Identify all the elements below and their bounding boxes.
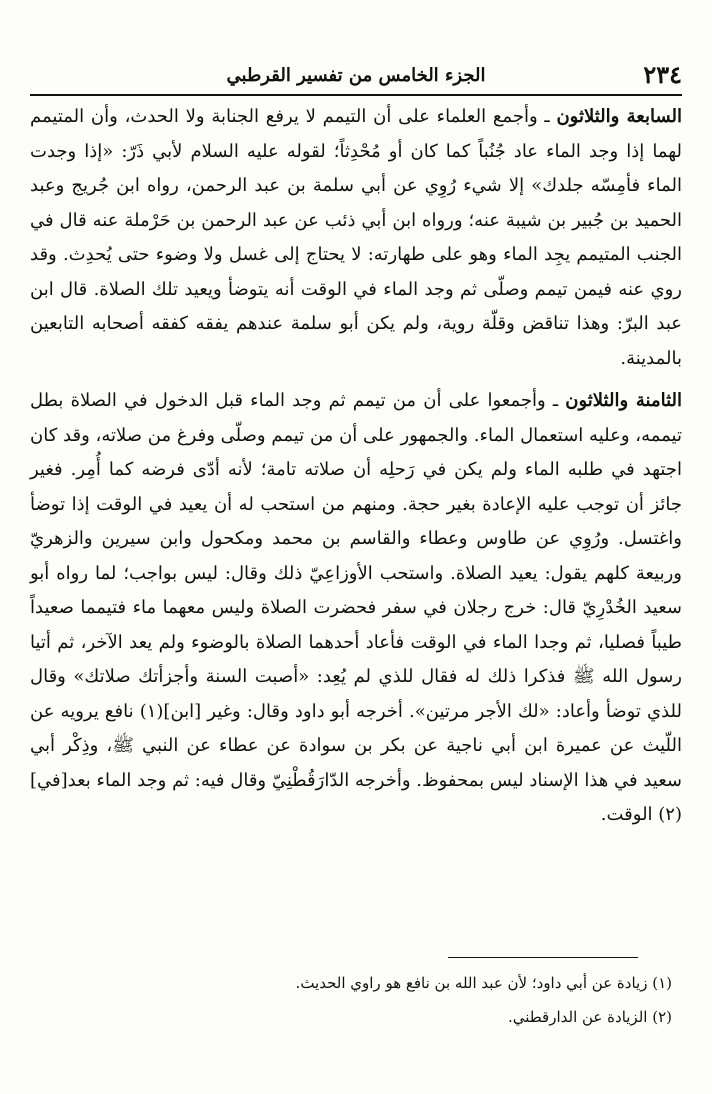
footnote-divider (448, 957, 638, 958)
footnotes (40, 966, 672, 1034)
paragraph-text: ـ وأجمعوا على أن من تيمم ثم وجد الماء قبل الدخول في الصلاة بطل تيممه، وعليه استعمال الماء. والجمهور على أن من تيمم وصلّى وفرغ من صلاته، وقد كان اجتهد في طلبه الماء ولم يكن في رَحلِه أن صلاته تامة؛ لأنه أدّى فرضه كما أُمِر. فغير جائز أن توجب عليه الإعادة بغير حجة. ومنهم من استحب له أن يعيد في الوقت إذا توضأ واغتسل. ورُوِي عن طاوس وعطاء والقاسم بن محمد ومكحول وابن سيرين والزهريّ وربيعة كلهم يقول: يعيد الصلاة. واستحب الأوزاعِيّ ذلك وقال: ليس بواجب؛ لما رواه أبو سعيد الخُدْرِيّ قال: خرج رجلان في سفر فحضرت الصلاة وليس معهما ماء فتيمما صعيداً طيباً فصليا، ثم وجدا الماء في الوقت فأعاد أحدهما الصلاة بالوضوء ولم يعد الآخر، ثم أتيا رسول الله ﷺ فذكرا ذلك له فقال للذي لم يُعِد: «أصبت السنة وأجزأتك صلاتك» وقال للذي توضأ وأعاد: «لك الأجر مرتين». أخرجه أبو داود وقال: وغير [ابن](١) نافع يرويه عن اللّيث عن عميرة ابن أبي ناجية عن بكر بن سوادة عن عطاء عن النبي ﷺ، وذِكْر أبي سعيد في هذا الإسناد ليس بمحفوظ. وأخرجه الدّارَقُطْنِيّ وقال فيه: ثم وجد الماء بعد[في](٢) الوقت. (30, 390, 683, 825)
page-number: ٢٣٤ (643, 60, 682, 89)
page-header (30, 60, 682, 96)
running-title: الجزء الخامس من تفسير القرطبي (226, 65, 486, 86)
issue-heading: السابعة والثلاثون (556, 106, 683, 127)
issue-heading: الثامنة والثلاثون (565, 390, 682, 411)
footnote-1: (١) زيادة عن أبي داود؛ لأن عبد الله بن نافع هو راوي الحديث. (295, 974, 672, 992)
paragraph-issue-38 (30, 384, 682, 833)
paragraph-text: ـ وأجمع العلماء على أن التيمم لا يرفع الجنابة ولا الحدث، وأن المتيمم لهما إذا وجد الماء عاد جُنُباً كما كان أو مُحْدِثاً؛ لقوله عليه السلام لأبي ذَرّ: «إذا وجدت الماء فأمِسّه جلدك» إلا شيء رُوِي عن أبي سلمة بن عبد الرحمن، رواه ابن جُريج وعبد الحميد بن جُبير بن شيبة عنه؛ ورواه ابن أبي ذئب عن عبد الرحمن بن حَرْملة عنه قال في الجنب المتيمم يجِد الماء وهو على طهارته: لا يحتاج إلى غسل ولا وضوء حتى يُحدِث. وقد روي عنه فيمن تيمم وصلّى ثم وجد الماء في الوقت أنه يتوضأ ويعيد تلك الصلاة. قال ابن عبد البرّ: وهذا تناقض وقلّة روية، ولم يكن أبو سلمة عندهم يفقه كفقه أصحابه التابعين بالمدينة. (30, 106, 682, 369)
main-text (30, 100, 682, 833)
footnote-2: (٢) الزيادة عن الدارقطني. (507, 1008, 672, 1026)
paragraph-issue-37 (30, 100, 682, 376)
